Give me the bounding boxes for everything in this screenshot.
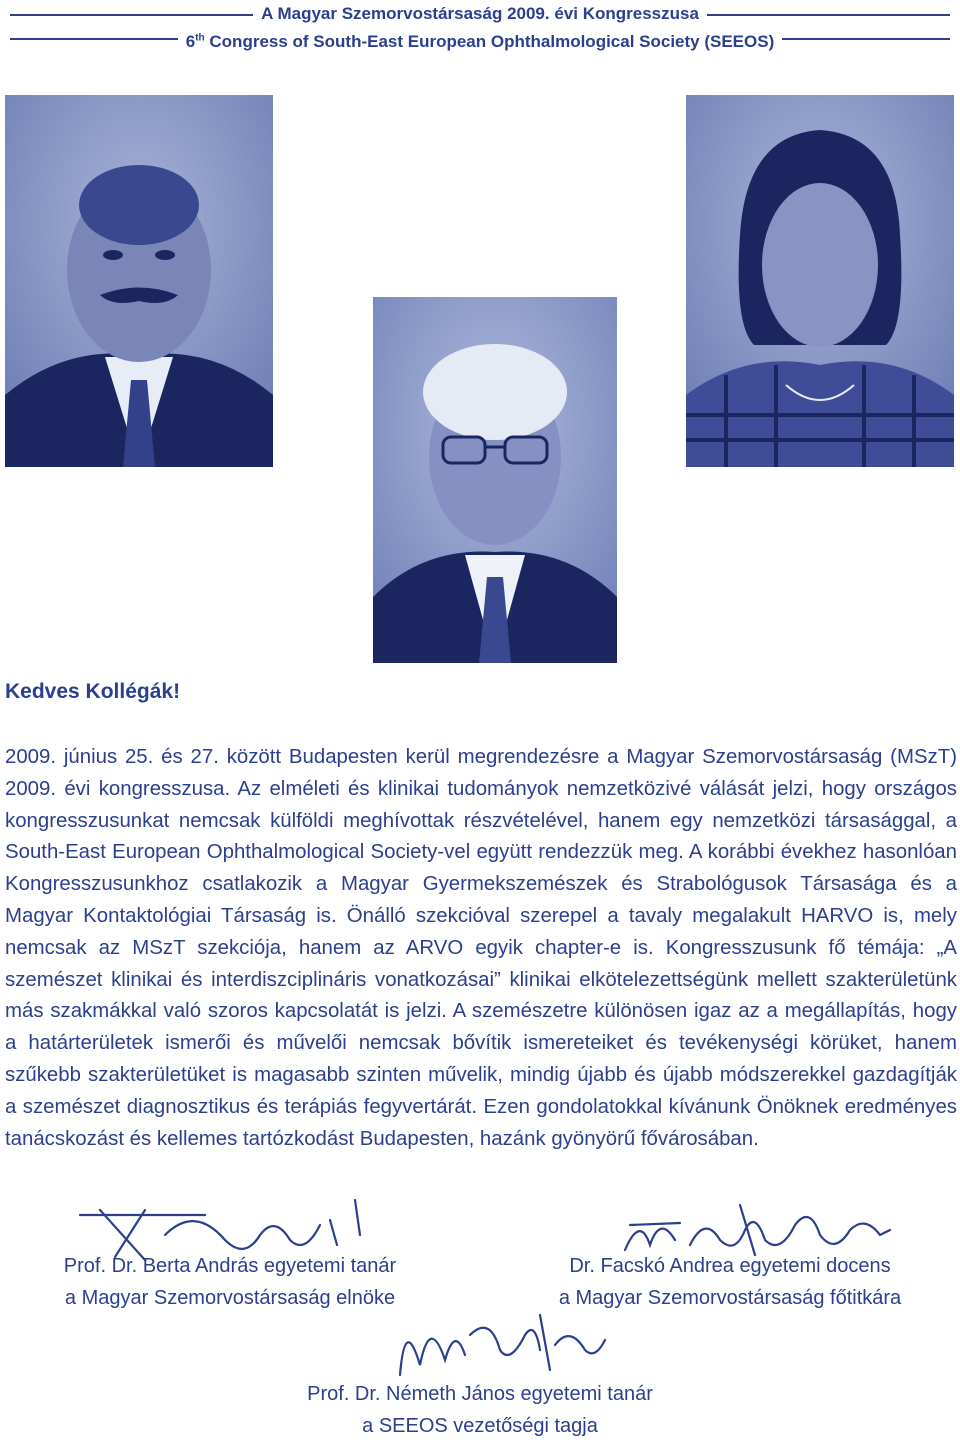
signer-1-name: Prof. Dr. Berta András egyetemi tanár — [63, 1255, 397, 1277]
greeting: Kedves Kollégák! — [5, 680, 181, 703]
letter-paragraph: 2009. június 25. és 27. között Budapesten kerül megrendezésre a Magyar Szemorvostársaság (MSzT) 2009. évi kongresszusa. Az elméleti és klinikai tudományok nemzetközivé válását jelzi, hogy országos kongresszusunkat nemcsak külföldi meghívottak részvételével, hanem egy nemzetközi társasággal, a South-East European Ophthalmological Society-vel együtt rendezzük meg. A korábbi évekhez hasonlóan Kongresszusunkhoz csatlakozik a Magyar Gyermekszemészek és Strabológusok Társasága és a Magyar Kontaktológiai Társaság is. Önálló szekcióval szerepel a tavaly megalakult HARVO is, mely nemcsak az MSzT szekciója, hanem az ARVO egyik chapter-e is. Kongresszusunk fő témája: „A szemészet klinikai és interdiszciplináris vonatkozásai” klinikai elkötelezettségünk mellett szakterületünk más szakmákkal való szoros kapcsolatát is jelzi. A szemészetre különösen igaz az a megállapítás, hogy a határterületek ismerői és művelői nemcsak bővítik ismereteiket és tevékenységi körüket, hanem szűkebb szakterületüket is magasabb szinten művelik, mindig újabb és újabb módszerekkel gazdagítják a szemészet diagnosztikus és terápiás fegyvertárát. Ezen gondolatokkal kívánunk Önöknek eredményes tanácskozást és kellemes tartózkodást Budapesten, hazánk gyönyörű fővárosában. — [5, 746, 957, 1150]
signer-3-role: a SEEOS vezetőségi tagja — [362, 1415, 598, 1437]
header-title-hu: A Magyar Szemorvostársaság 2009. évi Kongresszusa — [253, 4, 707, 23]
header-line-1 — [0, 2, 960, 26]
letter-body — [5, 742, 957, 1155]
signature-nemeth — [390, 1305, 620, 1380]
portrait-photo-left — [5, 95, 273, 467]
signer-1-role: a Magyar Szemorvostársaság elnöke — [64, 1287, 396, 1309]
portrait-photo-right — [686, 95, 954, 467]
signer-2-role: a Magyar Szemorvostársaság főtitkára — [558, 1287, 902, 1309]
signer-3 — [270, 1378, 690, 1442]
header-line-2 — [0, 26, 960, 50]
signer-1 — [20, 1250, 440, 1314]
portrait-photo-center — [373, 297, 617, 663]
header-title-en: 6th Congress of South-East European Ophthalmological Society (SEEOS) — [178, 32, 783, 51]
signer-2-name: Dr. Facskó Andrea egyetemi docens — [569, 1255, 891, 1277]
signer-3-name: Prof. Dr. Németh János egyetemi tanár — [307, 1383, 653, 1405]
